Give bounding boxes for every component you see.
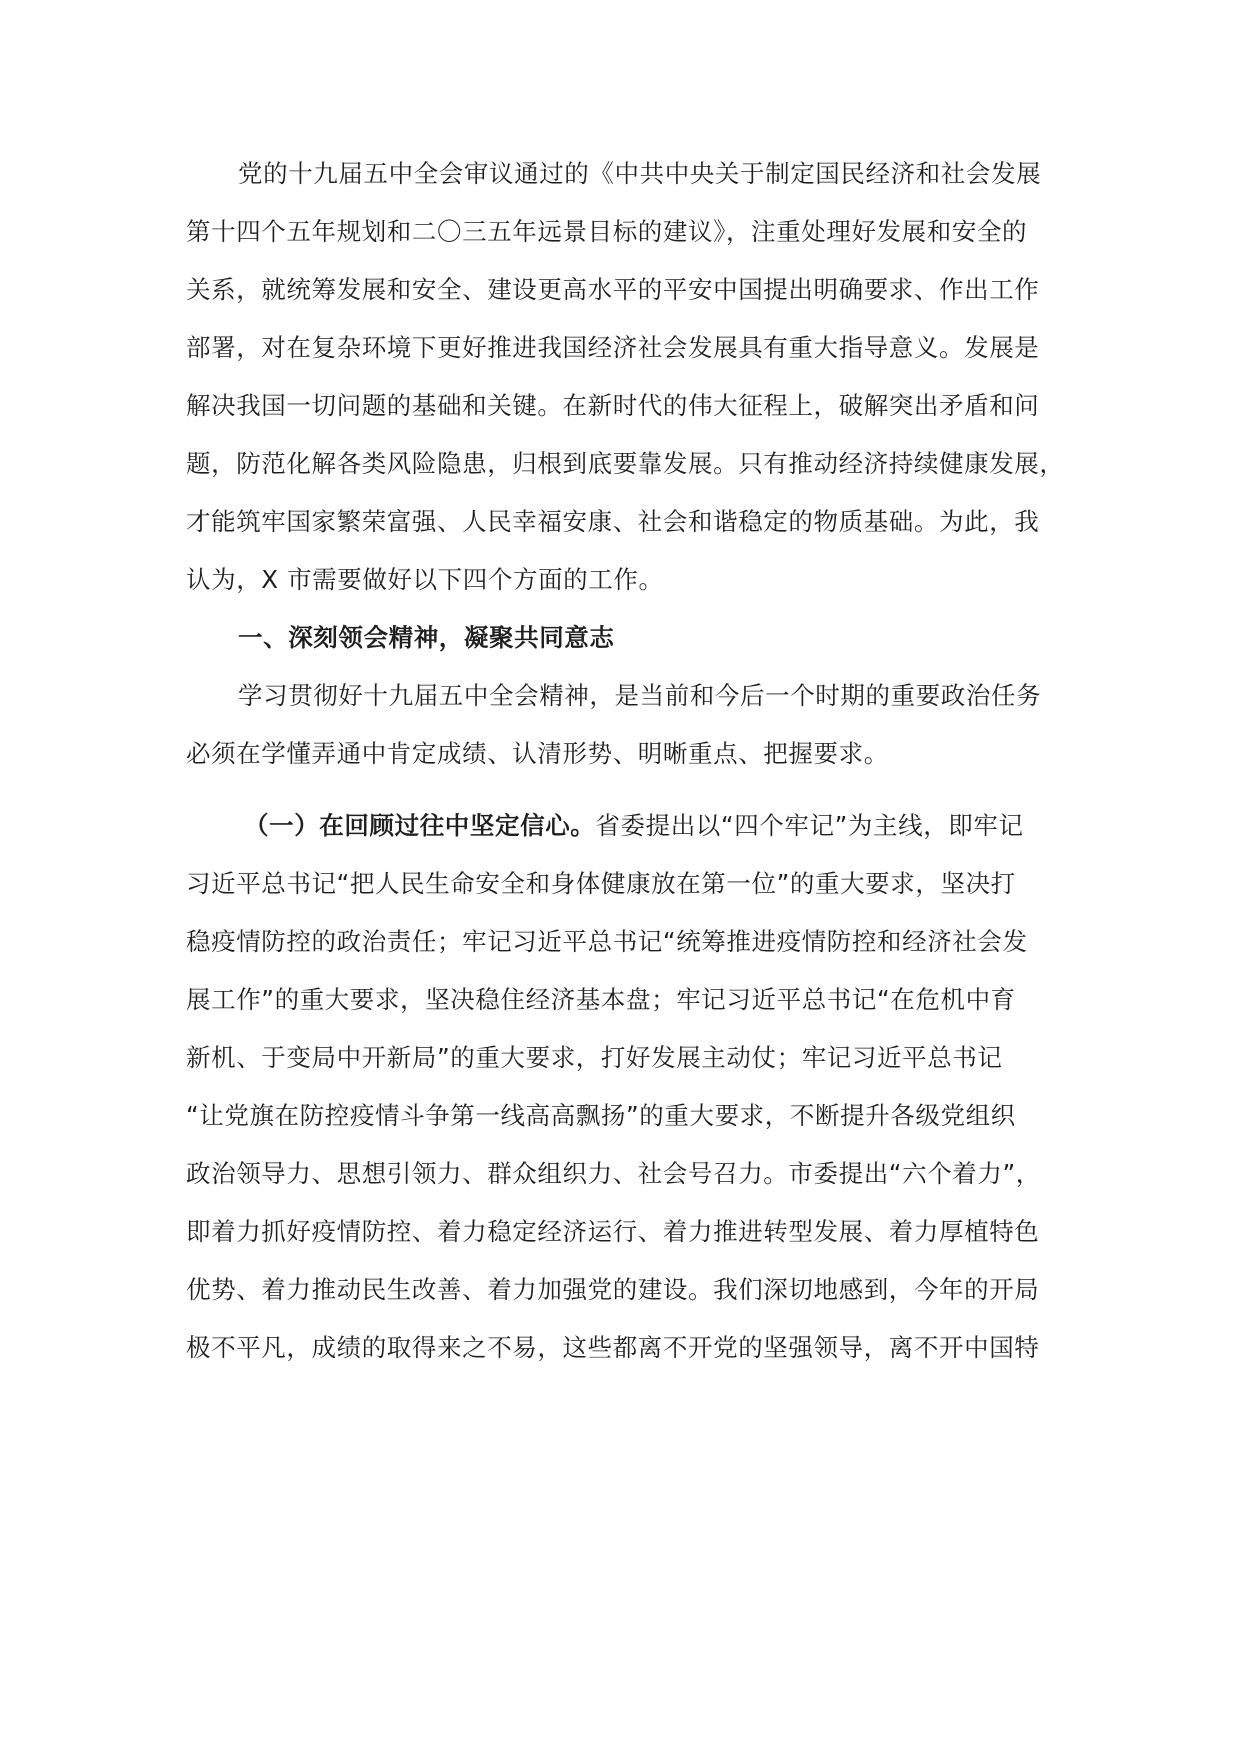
body-text-line: 新机、于变局中开新局”的重大要求，打好发展主动仗；牢记习近平总书记 [186,1043,1003,1072]
body-text-line: 极不平凡，成绩的取得来之不易，这些都离不开党的坚强领导，离不开中国特 [186,1333,1040,1362]
body-text-line: 优势、着力推动民生改善、着力加强党的建设。我们深切地感到，今年的开局 [186,1275,1040,1304]
body-text-line: 第十四个五年规划和二〇三五年远景目标的建议》，注重处理好发展和安全的 [186,217,1028,246]
body-text-line: 党的十九届五中全会审议通过的《中共中央关于制定国民经济和社会发展 [238,159,1042,188]
body-text-line: 部署，对在复杂环境下更好推进我国经济社会发展具有重大指导意义。发展是 [186,333,1040,362]
body-text-run: 省委提出以“四个牢记”为主线，即牢记 [595,811,1024,840]
body-text-line: “让党旗在防控疫情斗争第一线高高飘扬”的重大要求，不断提升各级党组织 [186,1101,1016,1130]
body-text-line: 展工作”的重大要求，坚决稳住经济基本盘；牢记习近平总书记“在危机中育 [186,985,1016,1014]
body-text-line: 认为，X 市需要做好以下四个方面的工作。 [186,565,664,594]
body-text-line: 政治领导力、思想引领力、群众组织力、社会号召力。市委提出“六个着力”， [186,1159,1041,1188]
body-text-line: 关系，就统筹发展和安全、建设更高水平的平安中国提出明确要求、作出工作 [186,275,1040,304]
body-text-line: 习近平总书记“把人民生命安全和身体健康放在第一位”的重大要求，坚决打 [186,869,1016,898]
section-heading: 一、深刻领会精神，凝聚共同意志 [238,623,615,652]
body-text-line: 题，防范化解各类风险隐患，归根到底要靠发展。只有推动经济持续健康发展， [186,449,1065,478]
body-text-line: 才能筑牢国家繁荣富强、人民幸福安康、社会和谐稳定的物质基础。为此，我 [186,507,1040,536]
body-text-line: 即着力抓好疫情防控、着力稳定经济运行、着力推进转型发展、着力厚植特色 [186,1217,1040,1246]
body-text-line: 稳疫情防控的政治责任；牢记习近平总书记“统筹推进疫情防控和经济社会发 [186,927,1028,956]
paragraph-first-line [244,806,1124,846]
subheading: （一）在回顾过往中坚定信心。 [244,811,596,840]
body-text-line: 解决我国一切问题的基础和关键。在新时代的伟大征程上，破解突出矛盾和问 [186,391,1040,420]
body-text-line: 学习贯彻好十九届五中全会精神，是当前和今后一个时期的重要政治任务 [238,681,1042,710]
body-text-line: 必须在学懂弄通中肯定成绩、认清形势、明晰重点、把握要求。 [186,739,889,768]
